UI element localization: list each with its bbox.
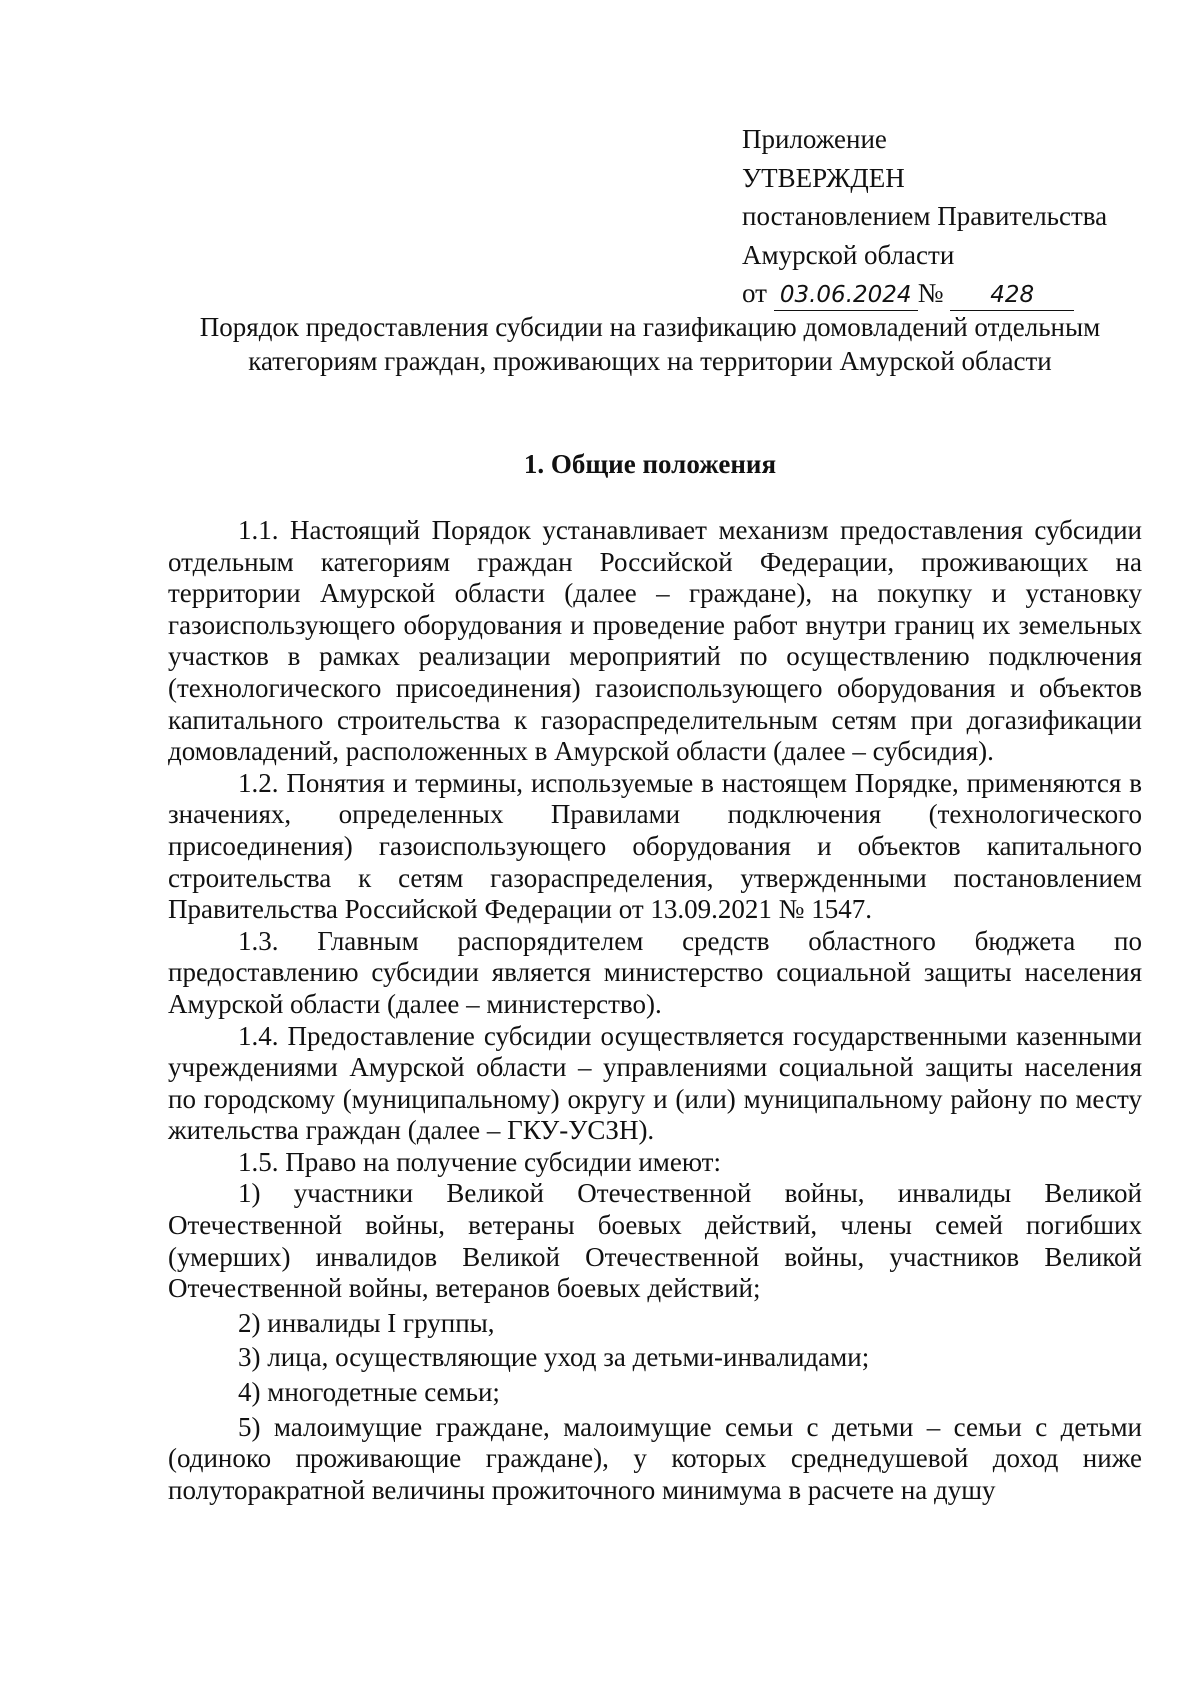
region-label: Амурской области	[742, 239, 955, 270]
list-item-3: 3) лица, осуществляющие уход за детьми-инвалидами;	[238, 1342, 870, 1373]
date-prefix: от	[742, 278, 767, 308]
list-item-5: 5) малоимущие граждане, малоимущие семьи с детьми – семьи с детьми (одиноко проживающие граждане), у которых среднедушевой доход ниже полуторакратной величины прожиточного минимума в расчете на душу	[168, 1411, 1142, 1505]
document-body	[168, 515, 1142, 1506]
list-item-2: 2) инвалиды I группы,	[238, 1307, 495, 1338]
paragraph-1-5: 1.5. Право на получение субсидии имеют:	[238, 1146, 721, 1177]
resolution-label: постановлением Правительства	[742, 201, 1108, 231]
approved-label: УТВЕРЖДЕН	[742, 162, 905, 193]
approval-stamp-block	[742, 120, 1107, 313]
handwritten-number: 428	[950, 280, 1074, 311]
handwritten-date: 03.06.2024	[774, 280, 918, 311]
number-sign: №	[917, 278, 944, 308]
list-item-1: 1) участники Великой Отечественной войны, инвалиды Великой Отечественной войны, ветераны боевых действий, члены семей погибших (умерших) инвалидов Великой Отечественной войны, участников Великой Отечественной войны, ветеранов боевых действий;	[168, 1178, 1142, 1304]
section-1-heading: 1. Общие положения	[523, 449, 777, 479]
paragraph-1-1: 1.1. Настоящий Порядок устанавливает механизм предоставления субсидии отдельным категориям граждан Российской Федерации, проживающих на территории Амурской области (далее – граждане), на покупку и установку газоиспользующего оборудования и проведение работ внутри границ их земельных участков в рамках реализации мероприятий по осуществлению подключения (технологического присоединения) газоиспользующего оборудования и объектов капитального строительства к газораспределительным сетям при догазификации домовладений, расположенных в Амурской области (далее – субсидия).	[168, 515, 1142, 767]
paragraph-1-2: 1.2. Понятия и термины, используемые в настоящем Порядке, применяются в значениях, определенных Правилами подключения (технологического присоединения) газоиспользующего оборудования и объектов капитального строительства к сетям газораспределения, утвержденными постановлением Правительства Российской Федерации от 13.09.2021 № 1547.	[168, 767, 1142, 925]
paragraph-1-3: 1.3. Главным распорядителем средств областного бюджета по предоставлению субсидии является министерство социальной защиты населения Амурской области (далее – министерство).	[168, 925, 1142, 1019]
date-number-line	[742, 274, 1107, 313]
paragraph-1-4: 1.4. Предоставление субсидии осуществляется государственными казенными учреждениями Амурской области – управлениями социальной защиты населения по городскому (муниципальному) округу и (или) муниципальному району по месту жительства граждан (далее – ГКУ-УСЗН).	[168, 1020, 1142, 1146]
appendix-label: Приложение	[742, 124, 887, 154]
list-item-4: 4) многодетные семьи;	[238, 1377, 500, 1408]
document-title: Порядок предоставления субсидии на газификацию домовладений отдельным категориям граждан, проживающих на территории Амурской области	[199, 312, 1101, 376]
